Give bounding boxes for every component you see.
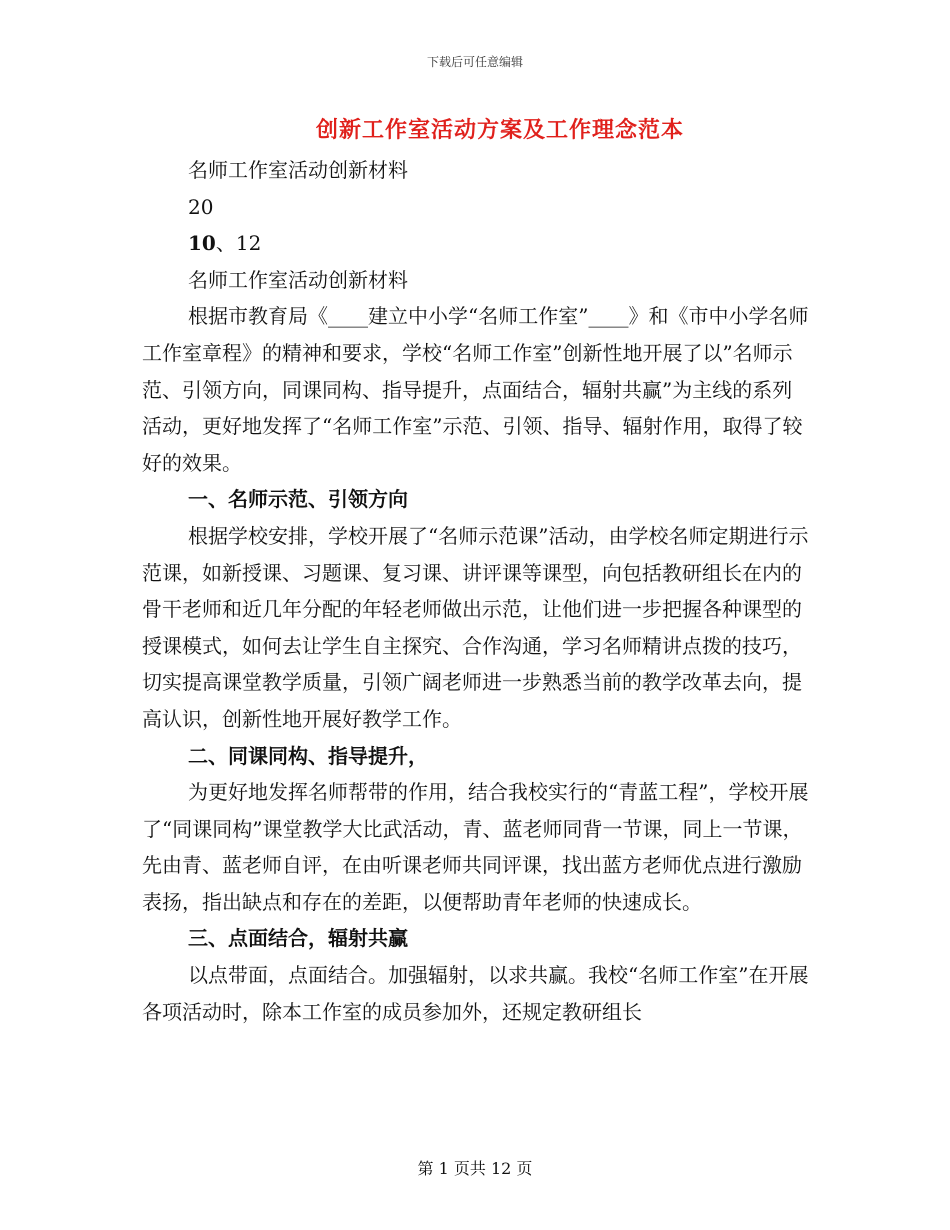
section-heading-2: 二、同课同构、指导提升， (188, 743, 428, 768)
meta-line-2: 20 (188, 194, 214, 219)
section-body-3: 以点带面，点面结合。加强辐射，以求共赢。我校“名师工作室”在开展各项活动时，除本工作室的成员参加外，还规定教研组长 (142, 963, 809, 1024)
section-body-2: 为更好地发挥名师帮带的作用，结合我校实行的“青蓝工程”，学校开展了“同课同构”课堂教学大比武活动，青、蓝老师同背一节课，同上一节课，先由青、蓝老师自评，在由听课老师共同评课，找出蓝方老师优点进行激励表扬，指出缺点和存在的差距，以便帮助青年老师的快速成长。 (142, 780, 809, 914)
intro-paragraph: 根据市教育局《____建立中小学“名师工作室”____》和《市中小学名师工作室章程》的精神和要求，学校“名师工作室”创新性地开展了以”名师示范、引领方向，同课同构、指导提升，点面结合，辐射共赢”为主线的系列活动，更好地发挥了“名师工作室”示范、引领、指导、辐射作用，取得了较好的效果。 (142, 304, 809, 475)
header-note: 下载后可任意编辑 (426, 55, 523, 69)
meta-line-4: 名师工作室活动创新材料 (188, 267, 408, 292)
meta-line-3-rest: 、12 (215, 231, 262, 256)
document-title: 创新工作室活动方案及工作理念范本 (315, 117, 684, 143)
document-body (142, 152, 810, 1030)
meta-line-3 (142, 225, 810, 262)
page-footer: 第 1 页共 12 页 (417, 1159, 533, 1178)
meta-line-1: 名师工作室活动创新材料 (188, 158, 408, 182)
section-heading-3: 三、点面结合，辐射共赢 (188, 926, 408, 951)
section-body-1: 根据学校安排，学校开展了“名师示范课”活动，由学校名师定期进行示范课，如新授课、习题课、复习课、讲评课等课型，向包括教研组长在内的骨干老师和近几年分配的年轻老师做出示范，让他们进一步把握各种课型的授课模式，如何去让学生自主探究、合作沟通，学习名师精讲点拨的技巧，切实提高课堂教学质量，引领广阔老师进一步熟悉当前的教学改革去向，提高认识，创新性地开展好教学工作。 (142, 523, 809, 731)
meta-line-3-bold: 10 (188, 231, 216, 256)
section-heading-1: 一、名师示范、引领方向 (188, 487, 408, 512)
